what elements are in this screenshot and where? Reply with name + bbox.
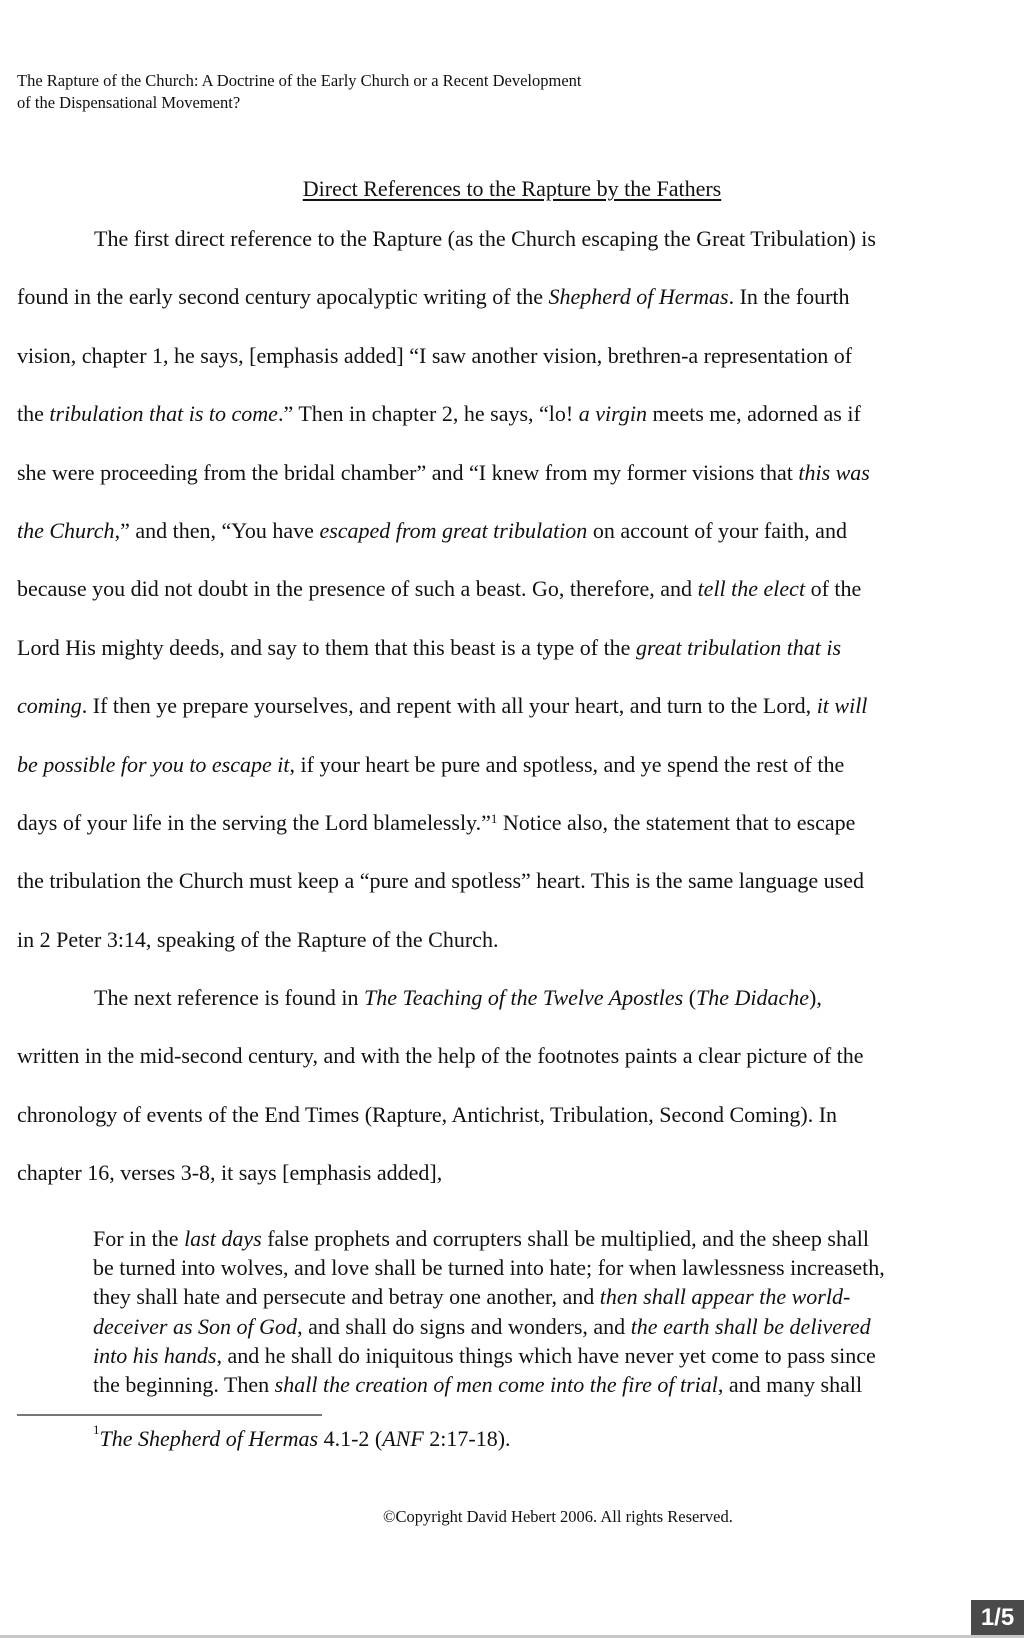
emphasis: the Church bbox=[17, 518, 115, 544]
text-line: The first direct reference to the Rapture (as the Church escaping the Great Tribulation) is bbox=[94, 226, 876, 251]
emphasis: last days bbox=[184, 1226, 262, 1251]
text-line: she were proceeding from the bridal chamber” and “I knew from my former visions that this was bbox=[17, 459, 870, 485]
emphasis: this was bbox=[798, 459, 870, 485]
paragraph-2-lines bbox=[17, 969, 1002, 1203]
footnote-number: 1 bbox=[93, 1422, 100, 1437]
text-line: Lord His mighty deeds, and say to them that this beast is a type of the great tribulation that is bbox=[17, 634, 842, 660]
running-header-line-2: of the Dispensational Movement? bbox=[17, 93, 241, 112]
running-header-line-1: The Rapture of the Church: A Doctrine of the Early Church or a Recent Development bbox=[17, 71, 582, 90]
text-line: found in the early second century apocalyptic writing of the Shepherd of Hermas. In the fourth bbox=[17, 284, 850, 310]
emphasis: tribulation that is to come bbox=[49, 401, 278, 427]
emphasis: then shall appear the world- bbox=[599, 1284, 851, 1310]
page-indicator: 1/5 bbox=[971, 1600, 1024, 1636]
emphasis: be possible for you to escape it bbox=[17, 751, 290, 777]
emphasis: coming bbox=[17, 693, 82, 719]
text-line: days of your life in the serving the Lord blamelessly.”$^1$ Notice also, the statement that to escape bbox=[17, 810, 856, 836]
text-line: in 2 Peter 3:14, speaking of the Rapture of the Church. bbox=[17, 926, 499, 952]
emphasis: The Didache bbox=[696, 985, 810, 1010]
footnote-divider bbox=[17, 1414, 322, 1416]
text-line: For in the last days false prophets and corrupters shall be multiplied, and the sheep shall bbox=[93, 1226, 869, 1251]
text-line: because you did not doubt in the presence of such a beast. Go, therefore, and tell the elect of the bbox=[17, 576, 862, 602]
text-line: vision, chapter 1, he says, [emphasis added] “I saw another vision, brethren-a representation of bbox=[17, 342, 853, 368]
paragraph-2 bbox=[17, 969, 1002, 1203]
text-line: be turned into wolves, and love shall be turned into hate; for when lawlessness increaseth, bbox=[93, 1255, 885, 1281]
text-line: into his hands, and he shall do iniquitous things which have never yet come to pass since bbox=[93, 1342, 876, 1368]
section-title-text: Direct References to the Rapture by the Fathers bbox=[302, 176, 722, 201]
emphasis: escaped from great tribulation bbox=[319, 518, 588, 544]
text-line: they shall hate and persecute and betray one another, and then shall appear the world- bbox=[93, 1284, 851, 1310]
text-line: be possible for you to escape it, if your heart be pure and spotless, and ye spend the rest of the bbox=[17, 751, 845, 777]
text-line: chapter 16, verses 3-8, it says [emphasis added], bbox=[17, 1160, 443, 1186]
block-quote bbox=[93, 1224, 885, 1399]
emphasis: The Teaching of the Twelve Apostles bbox=[364, 985, 684, 1010]
footnote-text: The Shepherd of Hermas 4.1-2 (ANF 2:17-18). bbox=[99, 1426, 511, 1451]
emphasis: tell the elect bbox=[697, 576, 806, 602]
emphasis: The Shepherd of Hermas bbox=[99, 1426, 319, 1451]
running-header bbox=[17, 70, 582, 114]
paragraph-1 bbox=[17, 210, 1002, 969]
text-line: the Church,” and then, “You have escaped from great tribulation on account of your faith, and bbox=[17, 518, 847, 544]
emphasis: shall the creation of men come into the fire of trial bbox=[274, 1372, 718, 1398]
paragraph-1-lines bbox=[17, 210, 1002, 969]
emphasis: a virgin bbox=[578, 401, 647, 427]
section-title bbox=[0, 176, 1024, 202]
emphasis: great tribulation that is bbox=[635, 634, 842, 660]
footnote-1 bbox=[93, 1422, 511, 1452]
emphasis: deceiver as Son of God bbox=[93, 1313, 298, 1339]
text-line: deceiver as Son of God, and shall do signs and wonders, and the earth shall be delivered bbox=[93, 1313, 871, 1339]
text-line: the beginning. Then shall the creation of men come into the fire of trial, and many shall bbox=[93, 1372, 863, 1398]
text-line: chronology of events of the End Times (Rapture, Antichrist, Tribulation, Second Coming). In bbox=[17, 1101, 838, 1127]
text-line: written in the mid-second century, and with the help of the footnotes paints a clear picture of the bbox=[17, 1043, 864, 1069]
emphasis: into his hands bbox=[93, 1342, 217, 1368]
text-line: the tribulation the Church must keep a “pure and spotless” heart. This is the same language used bbox=[17, 868, 864, 894]
emphasis: the earth shall be delivered bbox=[630, 1313, 871, 1339]
text-line: The next reference is found in The Teaching of the Twelve Apostles (The Didache), bbox=[94, 985, 822, 1010]
emphasis: it will bbox=[816, 693, 868, 719]
emphasis: Shepherd of Hermas bbox=[548, 284, 729, 310]
text-line: the tribulation that is to come.” Then in chapter 2, he says, “lo! a virgin meets me, adorned as if bbox=[17, 401, 861, 427]
emphasis: ANF bbox=[382, 1426, 424, 1451]
footnote-reference[interactable]: 1 bbox=[490, 811, 498, 827]
text-line: coming. If then ye prepare yourselves, and repent with all your heart, and turn to the Lord, it will bbox=[17, 693, 868, 719]
copyright-notice: ©Copyright David Hebert 2006. All rights Reserved. bbox=[383, 1507, 733, 1526]
